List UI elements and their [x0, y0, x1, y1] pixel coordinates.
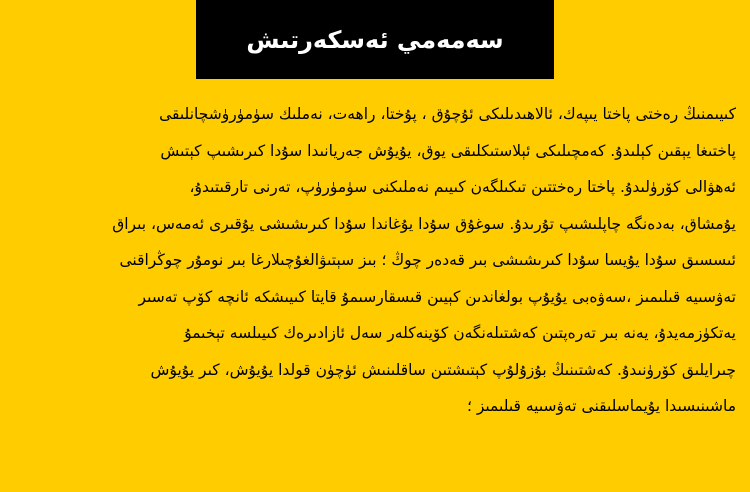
paragraph-line: ئەھۋالى كۆرۈلىدۇ. پاختا رەختتىن تىكىلگەن كىيىم نەملىكنى سۈمۈرۈپ، تەرنى تارقىتىدۇ، — [189, 178, 736, 196]
paragraph-line: ئىسسىق سۇدا يۇيسا سۇدا كىرىشىشى بىر قەدەر چوڭ ؛ بىز سېتىۋالغۇچىلارغا بىر نومۇر چوڭراقنى — [119, 251, 736, 269]
paragraph-line: تەۋسىيە قىلىمىز ،سەۋەبى يۇيۇپ بولغاندىن كېيىن قىسقارسىمۇ قايتا كىيىشكە ئانچە كۆپ تەسىر — [138, 287, 736, 306]
title-banner — [196, 0, 554, 79]
page-title: سەمەمي ئەسكەرتىش — [246, 25, 504, 54]
paragraph-line: يەتكۈزمەيدۇ، يەنە بىر تەرەپتىن كەشتىلەنگەن كۆينەكلەر سەل ئازادىرەك كىيىلسە تېخىمۇ — [184, 324, 736, 342]
paragraph-line: ماشىنىسىدا يۇيماسلىقنى تەۋسىيە قىلىمىز ؛ — [466, 397, 736, 415]
paragraph-line: چىرايلىق كۆرۈنىدۇ. كەشتىنىڭ بۇزۇلۇپ كېتىشتىن ساقلىنىش ئۈچۈن قولدا يۇيۇش، كىر يۇيۇش — [150, 360, 736, 379]
paragraph-line: يۇمشاق، بەدەنگە چاپلىشىپ تۇرىدۇ. سوغۇق سۇدا يۇغاندا سۇدا كىرىشىشى يۇقىرى ئەمەس، بىراق — [112, 214, 736, 233]
body-paragraph — [14, 96, 736, 425]
paragraph-line: كىيىمنىڭ رەختى پاختا يىپەك، ئالاھىدىلىكى ئۇچۇق ، پۇختا، راھەت، نەملىك سۈمۈرۈشچانلىقى — [159, 105, 736, 123]
paragraph-line: پاختىغا يېقىن كېلىدۇ. كەمچىلىكى ئېلاستىكلىقى يوق، يۇيۇش جەريانىدا سۇدا كىرىشىپ كېتىش — [160, 141, 736, 160]
